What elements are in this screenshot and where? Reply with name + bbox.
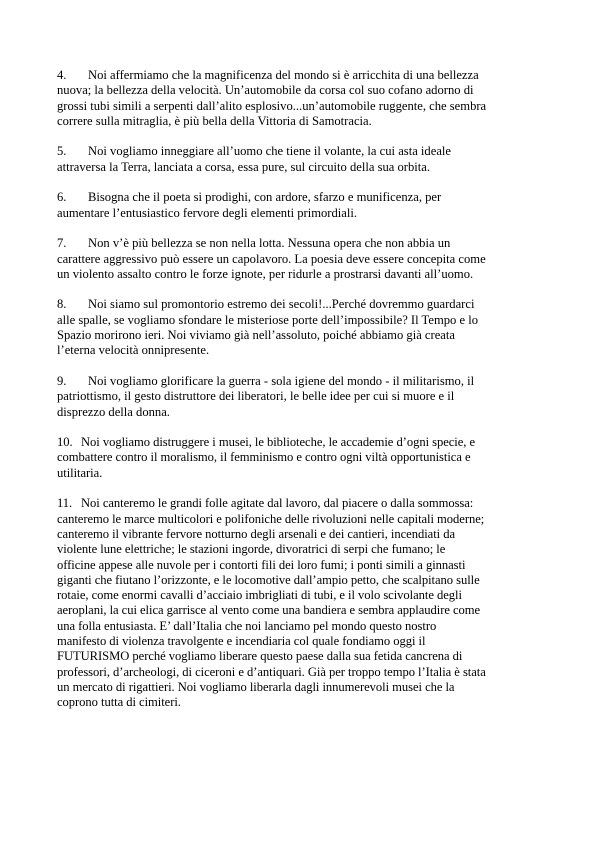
text-line: l’eterna velocità onnipresente. xyxy=(57,343,210,358)
point-number: 9. xyxy=(57,373,67,388)
text-line: professori, d’archeologi, di ciceroni e d’antiquari. Già per troppo tempo l’Italia è stata xyxy=(57,664,486,679)
text-line: alle spalle, se vogliamo sfondare le misteriose porte dell’impossibile? Il Tempo e lo xyxy=(57,312,479,327)
text-line: attraversa la Terra, lanciata a corsa, essa pure, sul circuito della sua orbita. xyxy=(57,159,431,174)
text-line: rotaie, come enormi cavalli d’acciaio imbrigliati di tubi, e il volo scivolante degli xyxy=(57,588,462,603)
text-line: utilitaria. xyxy=(57,465,103,480)
text-line: coprono tutta di cimiteri. xyxy=(57,695,181,710)
text-line: aumentare l’entusiastico fervore degli elementi primordiali. xyxy=(57,205,358,220)
manifesto-point-9 xyxy=(57,374,547,420)
text-line: disprezzo della donna. xyxy=(57,404,170,419)
point-number: 11. xyxy=(57,496,73,511)
manifesto-point-11 xyxy=(57,496,547,710)
manifesto-point-6 xyxy=(57,190,547,221)
text-line: aeroplani, la cui elica garrisce al vento come una bandiera e sembra applaudire come xyxy=(57,603,481,618)
text-line: 7. Non v’è più bellezza se non nella lotta. Nessuna opera che non abbia un xyxy=(57,236,451,251)
text-line: 5. Noi vogliamo inneggiare all’uomo che tiene il volante, la cui asta ideale xyxy=(57,144,451,159)
manifesto-point-7 xyxy=(57,236,547,282)
text-line: 4. Noi affermiamo che la magnificenza del mondo si è arricchita di una bellezza xyxy=(57,68,479,82)
manifesto-point-8 xyxy=(57,297,547,358)
text-line: un mercato di rigattieri. Noi vogliamo liberarla dagli innumerevoli musei che la xyxy=(57,679,455,694)
text-line: una folla entusiasta. E’ dall’Italia che noi lanciamo pel mondo questo nostro xyxy=(57,618,437,633)
text-line: carattere aggressivo può essere un capolavoro. La poesia deve essere concepita come xyxy=(57,251,486,266)
document-body xyxy=(57,68,547,710)
text-line: giganti che fiutano l’orizzonte, e le locomotive dall’ampio petto, che scalpitano sulle xyxy=(57,572,480,587)
text-line: grossi tubi simili a serpenti dall’alito esplosivo...un’automobile ruggente, che sembra xyxy=(57,98,487,113)
text-line: patriottismo, il gesto distruttore dei liberatori, le belle idee per cui si muore e il xyxy=(57,389,455,404)
text-line: combattere contro il moralismo, il femminismo e contro ogni viltà opportunistica e xyxy=(57,450,471,465)
text-line: manifesto di violenza travolgente e incendiaria col quale fondiamo oggi il xyxy=(57,633,426,648)
manifesto-point-4 xyxy=(57,68,547,129)
text-line: 9. Noi vogliamo glorificare la guerra - sola igiene del mondo - il militarismo, il xyxy=(57,373,475,388)
text-line: officine appese alle nuvole per i contorti fili dei loro fumi; i ponti simili a ginnasti xyxy=(57,557,466,572)
point-number: 10. xyxy=(57,435,73,450)
text-line: FUTURISMO perché vogliamo liberare questo paese dalla sua fetida cancrena di xyxy=(57,649,463,664)
point-number: 7. xyxy=(57,236,67,251)
text-line: violente lune elettriche; le stazioni ingorde, divoratrici di serpi che fumano; le xyxy=(57,542,446,557)
text-line: correre sulla mitraglia, è più bella della Vittoria di Samotracia. xyxy=(57,113,372,128)
text-line: 10. Noi vogliamo distruggere i musei, le biblioteche, le accademie d’ogni specie, e xyxy=(57,435,476,450)
text-line: 8. Noi siamo sul promontorio estremo dei secoli!...Perché dovremmo guardarci xyxy=(57,297,475,312)
point-number: 8. xyxy=(57,297,67,312)
text-line: Spazio morirono ieri. Noi viviamo già nell’assoluto, poiché abbiamo già creata xyxy=(57,328,455,343)
point-number: 5. xyxy=(57,144,67,159)
point-number: 6. xyxy=(57,190,67,205)
manifesto-point-5 xyxy=(57,144,547,175)
text-line: canteremo le marce multicolori e polifoniche delle rivoluzioni nelle capitali moderne; xyxy=(57,511,485,526)
point-number: 4. xyxy=(57,68,67,82)
text-line: canteremo il vibrante fervore notturno degli arsenali e dei cantieri, incendiati da xyxy=(57,526,455,541)
text-line: nuova; la bellezza della velocità. Un’automobile da corsa col suo cofano adorno di xyxy=(57,83,474,98)
text-line: un violento assalto contro le forze ignote, per ridurle a prostrarsi davanti all’uomo. xyxy=(57,266,474,281)
text-line: 6. Bisogna che il poeta si prodighi, con ardore, sfarzo e munificenza, per xyxy=(57,190,442,205)
manifesto-point-10 xyxy=(57,435,547,481)
text-line: 11. Noi canteremo le grandi folle agitate dal lavoro, dal piacere o dalla sommossa: xyxy=(57,496,474,511)
